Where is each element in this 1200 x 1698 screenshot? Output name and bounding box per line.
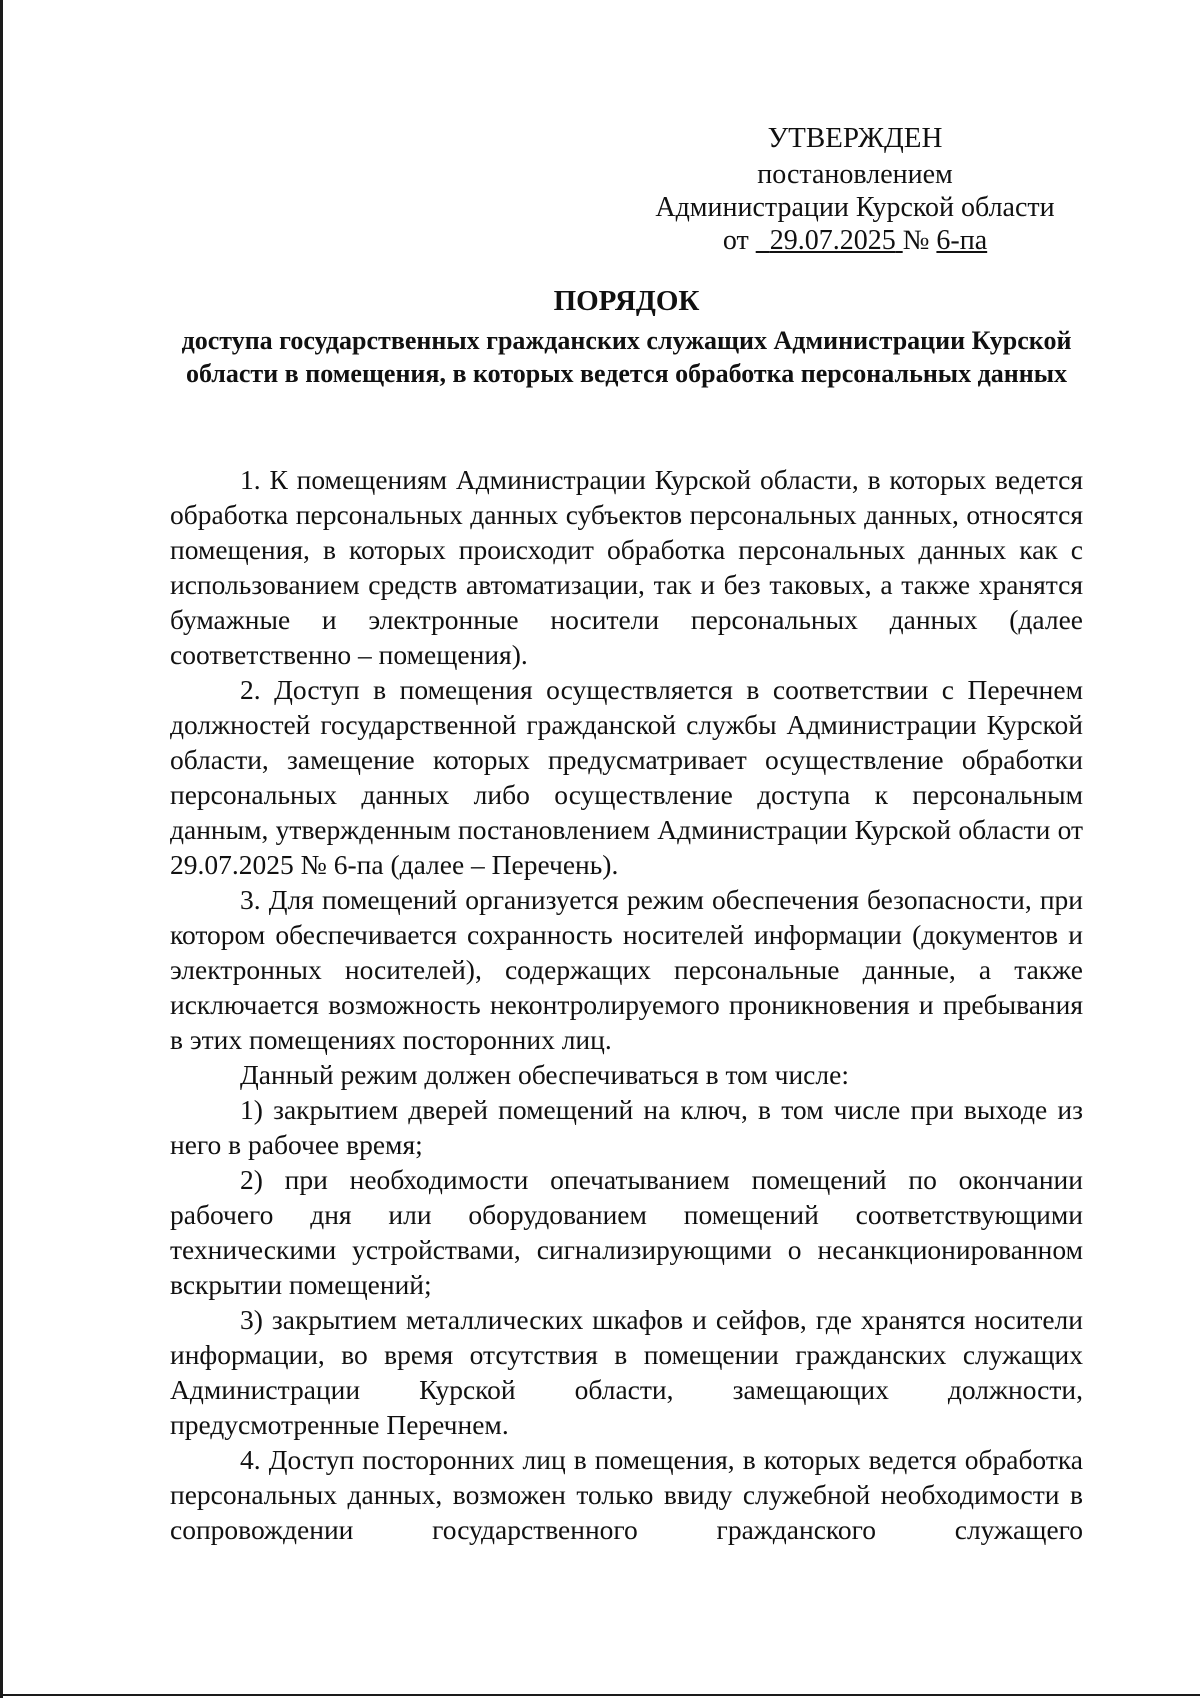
approval-date: 29.07.2025: [769, 225, 896, 256]
approval-date-prefix: от: [722, 225, 749, 256]
paragraph-4: 4. Доступ посторонних лиц в помещения, в которых ведется обработка персональных данных, возможен только ввиду служебной необходимости в сопровождении государственного гражданского служащего: [170, 1444, 1083, 1545]
approval-line-2: Администрации Курской области: [655, 192, 1055, 223]
paragraph-item-2: 2) при необходимости опечатыванием помещений по окончании рабочего дня или оборудованием помещений соответствующими техническими устройствами, сигнализирующими о несанкционированном вскрытии помещений;: [170, 1164, 1083, 1300]
approval-line-1: постановлением: [757, 159, 953, 190]
document-title: ПОРЯДОК: [553, 285, 700, 317]
document-title-block: [170, 282, 1083, 390]
document-subtitle: доступа государственных гражданских служащих Администрации Курской области в помещения, в которых ведется обработка персональных данных: [181, 326, 1072, 388]
paragraph-2: 2. Доступ в помещения осуществляется в соответствии с Перечнем должностей государственной гражданской службы Администрации Курской области, замещение которых предусматривает осуществление обработки персональных данных либо осуществление доступа к персональным данным, утвержденным постановлением Администрации Курской области от 29.07.2025 № 6-па (далее – Перечень).: [170, 674, 1083, 880]
document-body: [170, 462, 1083, 1547]
approval-stamp: [640, 122, 1070, 257]
paragraph-item-3: 3) закрытием металлических шкафов и сейфов, где хранятся носители информации, во время отсутствия в помещении гражданских служащих Администрации Курской области, замещающих должности, предусмотренные Перечнем.: [170, 1304, 1083, 1440]
paragraph-3: 3. Для помещений организуется режим обеспечения безопасности, при котором обеспечивается сохранность носителей информации (документов и электронных носителей), содержащих персональные данные, а также исключается возможность неконтролируемого проникновения и пребывания в этих помещениях посторонних лиц.: [170, 884, 1083, 1055]
approval-number: 6-па: [936, 225, 988, 256]
page-edge-left: [0, 0, 3, 1698]
approval-number-sign: №: [902, 225, 930, 256]
page-edge-bottom: [0, 1694, 1200, 1696]
paragraph-1: 1. К помещениям Администрации Курской области, в которых ведется обработка персональных данных субъектов персональных данных, относятся помещения, в которых происходит обработка персональных данных как с использованием средств автоматизации, так и без таковых, а также хранятся бумажные и электронные носители персональных данных (далее соответственно – помещения).: [170, 464, 1083, 670]
paragraph-item-1: 1) закрытием дверей помещений на ключ, в том числе при выходе из него в рабочее время;: [170, 1094, 1083, 1160]
paragraph-regime-intro: Данный режим должен обеспечиваться в том числе:: [240, 1059, 849, 1090]
approval-heading: УТВЕРЖДЕН: [767, 122, 943, 154]
approval-date-line: [640, 224, 1070, 257]
